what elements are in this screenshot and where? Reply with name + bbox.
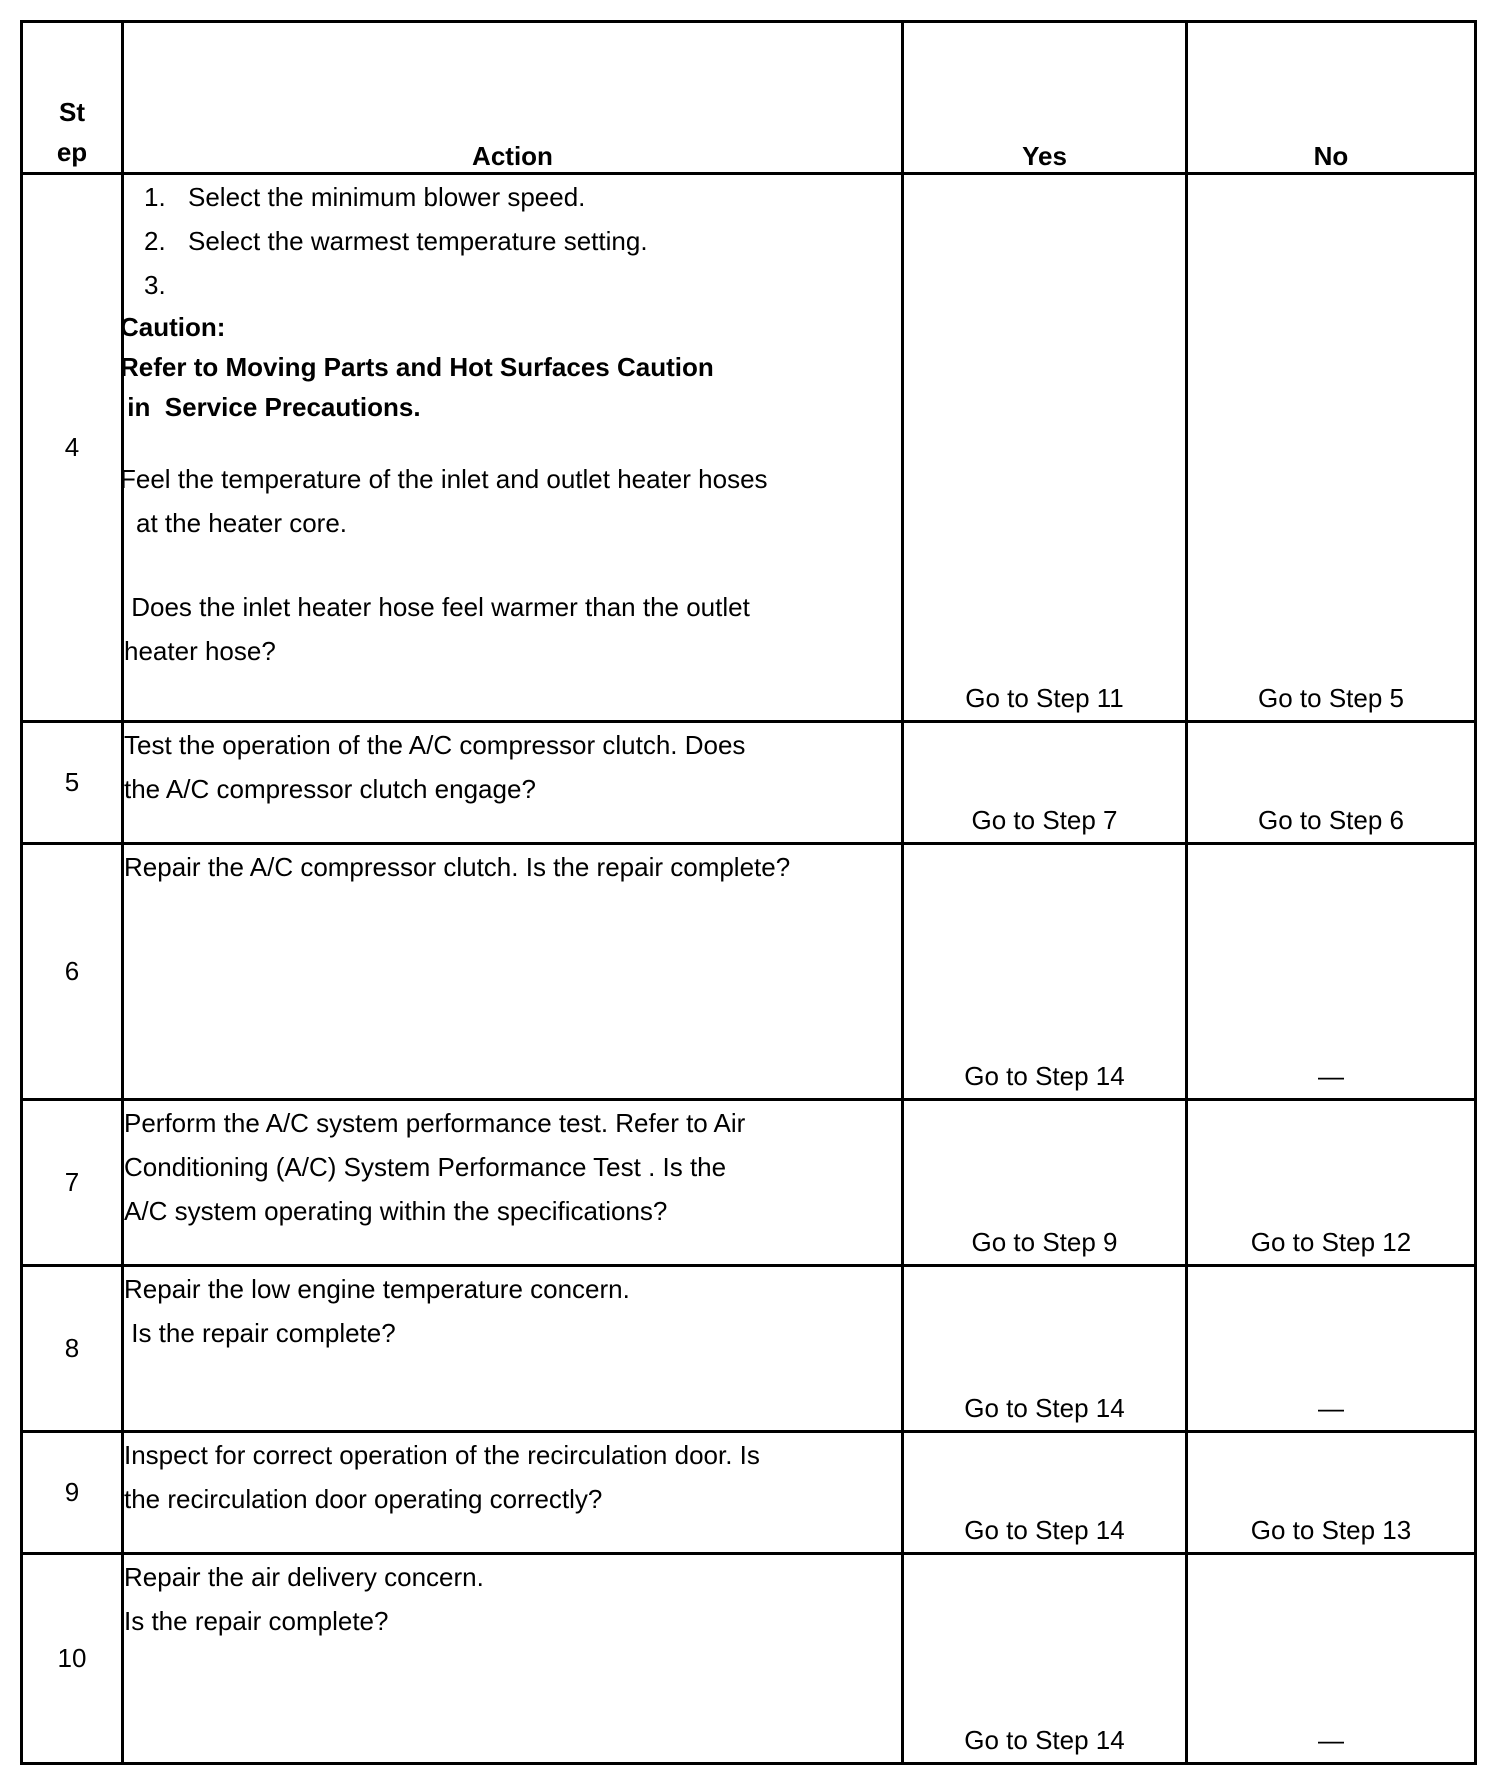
no-cell: Go to Step 13: [1187, 1432, 1476, 1554]
action-cell: [123, 1100, 903, 1266]
no-cell: —: [1187, 844, 1476, 1100]
table-row: [22, 174, 1476, 722]
list-item: 1. Select the minimum blower speed.: [144, 182, 586, 212]
table-row: [22, 1432, 1476, 1554]
caution-text-line1: Refer to Moving Parts and Hot Surfaces Caution: [120, 352, 714, 382]
action-line3: A/C system operating within the specifications?: [124, 1196, 668, 1226]
step-number: 6: [22, 844, 123, 1100]
no-cell: Go to Step 5: [1187, 174, 1476, 722]
table-row: [22, 844, 1476, 1100]
action-line1: Test the operation of the A/C compressor clutch. Does: [124, 730, 746, 760]
action-line1: Perform the A/C system performance test. Refer to Air: [124, 1108, 746, 1138]
action-line2: the A/C compressor clutch engage?: [124, 774, 536, 804]
question-line2: heater hose?: [124, 636, 276, 666]
diagnostic-steps-table: [20, 20, 1477, 1765]
no-cell: Go to Step 12: [1187, 1100, 1476, 1266]
action-cell: [120, 174, 903, 722]
table-row: [22, 722, 1476, 844]
caution-text-line2: in Service Precautions.: [120, 392, 421, 422]
instruction-line1: Feel the temperature of the inlet and outlet heater hoses: [120, 464, 768, 494]
yes-cell: Go to Step 14: [903, 844, 1187, 1100]
list-item-text: Select the warmest temperature setting.: [188, 226, 648, 256]
question-line1: Does the inlet heater hose feel warmer than the outlet: [124, 592, 750, 622]
table-row: [22, 1100, 1476, 1266]
no-cell: —: [1187, 1266, 1476, 1432]
step-number: 7: [22, 1100, 123, 1266]
header-no: No: [1187, 22, 1476, 174]
header-yes: Yes: [903, 22, 1187, 174]
step-number: 4: [22, 174, 123, 722]
action-cell: [123, 1266, 903, 1432]
action-line1: Inspect for correct operation of the recirculation door. Is: [124, 1440, 760, 1470]
action-line2: the recirculation door operating correctly?: [124, 1484, 603, 1514]
action-line2: Is the repair complete?: [124, 1318, 396, 1348]
yes-cell: Go to Step 7: [903, 722, 1187, 844]
yes-cell: Go to Step 14: [903, 1266, 1187, 1432]
action-cell: [123, 844, 903, 1100]
header-row: [22, 22, 1476, 174]
caution-title: Caution:: [120, 312, 226, 342]
step-number: 9: [22, 1432, 123, 1554]
action-line2: Conditioning (A/C) System Performance Test . Is the: [124, 1152, 727, 1182]
header-action: Action: [123, 22, 903, 174]
table-row: [22, 1266, 1476, 1432]
action-line1: Repair the A/C compressor clutch. Is the repair complete?: [124, 852, 791, 882]
table-row: [22, 1554, 1476, 1764]
list-item: 3.: [144, 270, 166, 300]
action-line1: Repair the low engine temperature concern.: [124, 1274, 630, 1304]
yes-cell: Go to Step 14: [903, 1432, 1187, 1554]
action-cell: [123, 722, 903, 844]
no-cell: —: [1187, 1554, 1476, 1764]
yes-cell: Go to Step 14: [903, 1554, 1187, 1764]
action-line2: Is the repair complete?: [124, 1606, 389, 1636]
instruction-line2: at the heater core.: [136, 508, 348, 538]
yes-cell: Go to Step 9: [903, 1100, 1187, 1266]
no-cell: Go to Step 6: [1187, 722, 1476, 844]
step-number: 10: [22, 1554, 123, 1764]
header-step: [22, 22, 123, 174]
list-item: 2. Select the warmest temperature setting.: [144, 226, 648, 256]
step-number: 8: [22, 1266, 123, 1432]
action-line1: Repair the air delivery concern.: [124, 1562, 484, 1592]
action-cell: [123, 1554, 903, 1764]
action-cell: [123, 1432, 903, 1554]
step-number: 5: [22, 722, 123, 844]
header-step-line1: St: [59, 97, 85, 127]
list-item-text: Select the minimum blower speed.: [188, 182, 586, 212]
yes-cell: Go to Step 11: [903, 174, 1187, 722]
header-step-line2: ep: [56, 137, 88, 167]
